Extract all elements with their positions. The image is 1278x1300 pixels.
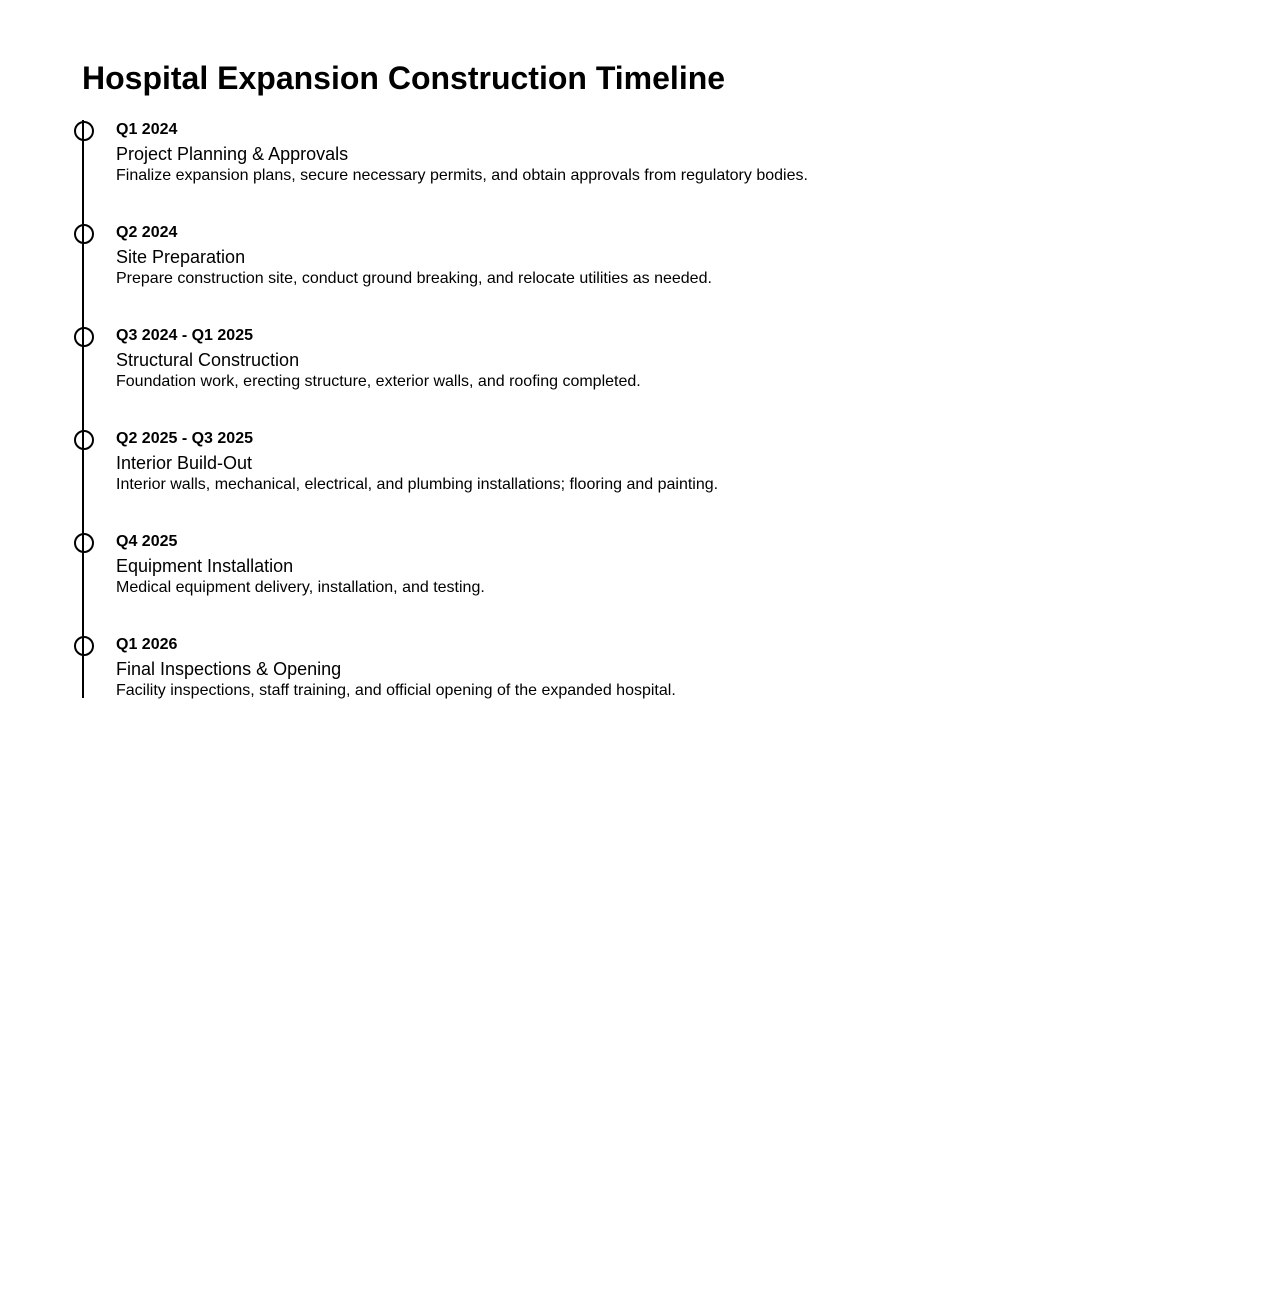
timeline-event xyxy=(82,326,1082,429)
event-title: Final Inspections & Opening xyxy=(116,659,342,679)
event-date: Q1 2024 xyxy=(116,121,178,138)
event-title: Interior Build-Out xyxy=(116,453,253,473)
timeline-event xyxy=(82,635,1082,738)
event-date: Q3 2024 - Q1 2025 xyxy=(116,327,253,344)
timeline-marker-icon xyxy=(74,121,94,141)
timeline-event xyxy=(82,223,1082,326)
event-description: Medical equipment delivery, installation, and testing. xyxy=(116,579,485,596)
event-date: Q1 2026 xyxy=(116,636,178,653)
event-title: Structural Construction xyxy=(116,350,300,370)
event-date: Q2 2024 xyxy=(116,224,178,241)
event-description: Finalize expansion plans, secure necessary permits, and obtain approvals from regulatory bodies. xyxy=(116,167,808,184)
timeline-marker-icon xyxy=(74,327,94,347)
event-title: Equipment Installation xyxy=(116,556,294,576)
event-description: Facility inspections, staff training, and official opening of the expanded hospital. xyxy=(116,682,676,699)
timeline-event xyxy=(82,429,1082,532)
event-date: Q4 2025 xyxy=(116,533,178,550)
event-description: Interior walls, mechanical, electrical, and plumbing installations; flooring and painting. xyxy=(116,476,719,493)
timeline-event xyxy=(82,532,1082,635)
event-title: Project Planning & Approvals xyxy=(116,144,349,164)
timeline-event xyxy=(82,120,1082,223)
timeline-marker-icon xyxy=(74,224,94,244)
event-title: Site Preparation xyxy=(116,247,246,267)
page-title: Hospital Expansion Construction Timeline xyxy=(82,60,726,96)
event-description: Prepare construction site, conduct ground breaking, and relocate utilities as needed. xyxy=(116,270,712,287)
timeline-marker-icon xyxy=(74,636,94,656)
event-date: Q2 2025 - Q3 2025 xyxy=(116,430,253,447)
timeline-marker-icon xyxy=(74,430,94,450)
timeline-marker-icon xyxy=(74,533,94,553)
event-description: Foundation work, erecting structure, exterior walls, and roofing completed. xyxy=(116,373,641,390)
